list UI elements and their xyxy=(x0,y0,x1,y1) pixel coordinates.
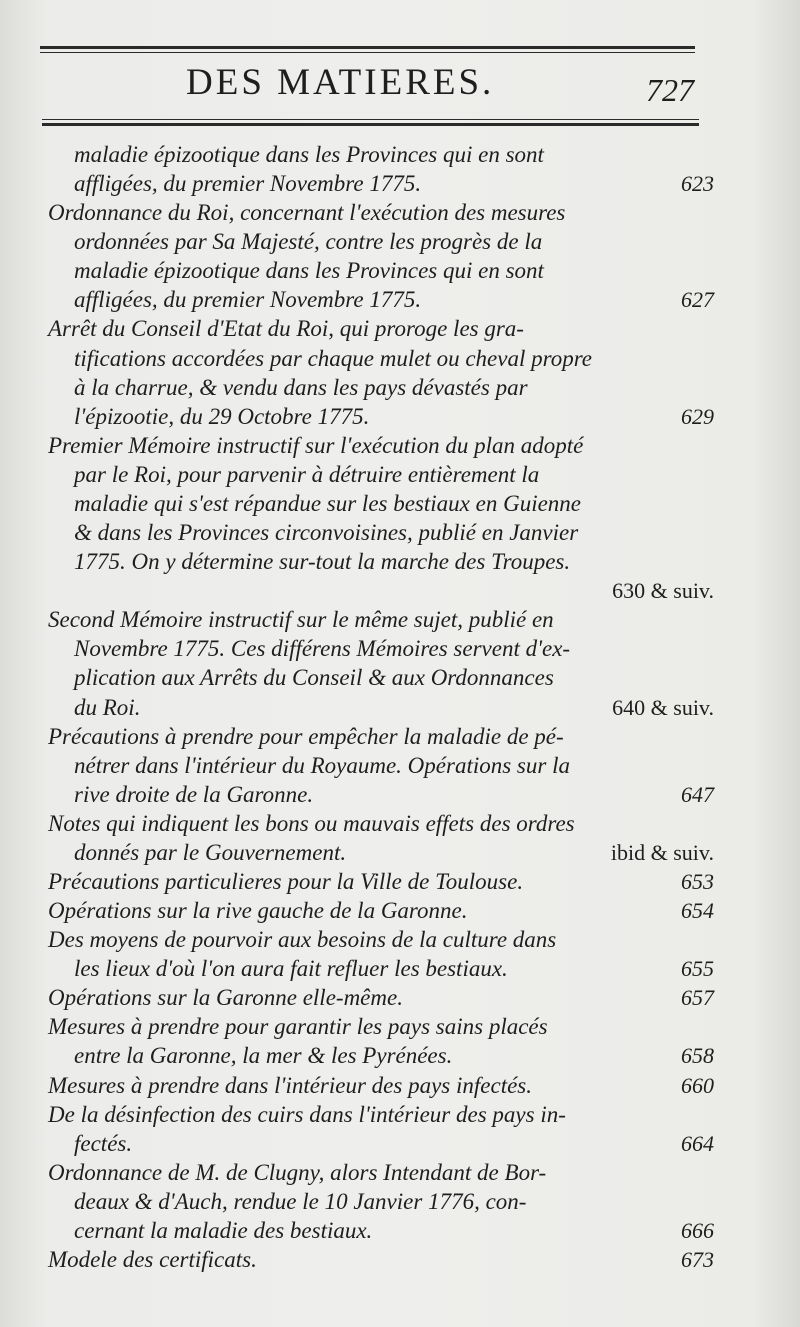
index-line xyxy=(0,605,800,635)
index-line xyxy=(0,489,800,519)
page-reference: 673 xyxy=(681,1247,714,1273)
index-line xyxy=(0,1158,800,1188)
page-reference: 653 xyxy=(681,869,714,894)
index-line xyxy=(0,838,800,868)
index-line xyxy=(0,140,800,170)
index-line xyxy=(0,1012,800,1042)
index-line-text: entre la Garonne, la mer & les Pyrénées. xyxy=(74,1043,453,1069)
index-line xyxy=(0,1245,800,1275)
index-line-text: Précautions à prendre pour empêcher la maladie de pé- xyxy=(48,723,564,749)
index-line-text: Modele des certificats. xyxy=(48,1247,257,1273)
index-line xyxy=(0,634,800,664)
index-line xyxy=(0,373,800,403)
page-reference: 640 & suiv. xyxy=(612,694,714,720)
index-line-text: rive droite de la Garonne. xyxy=(74,781,314,807)
page-reference: ibid & suiv. xyxy=(610,839,714,865)
index-line xyxy=(0,780,800,810)
index-line-text: Mesures à prendre dans l'intérieur des pays infectés. xyxy=(48,1072,532,1098)
index-line xyxy=(0,693,800,723)
index-line-text: 1775. On y détermine sur-tout la marche des Troupes. xyxy=(74,549,571,575)
page-reference: 630 & suiv. xyxy=(612,578,714,604)
index-line xyxy=(0,1100,800,1130)
index-line-text: affligées, du premier Novembre 1775. xyxy=(74,287,422,313)
page-reference: 654 xyxy=(681,898,714,924)
index-line xyxy=(0,256,800,286)
index-line-text: donnés par le Gouvernement. xyxy=(74,839,347,865)
index-line-text: maladie épizootique dans les Provinces qui en sont xyxy=(74,258,544,284)
index-line xyxy=(0,954,800,984)
index-line xyxy=(0,169,800,199)
index-line xyxy=(0,547,800,577)
index-line-text: Novembre 1775. Ces différens Mémoires servent d'ex- xyxy=(74,636,571,662)
index-line xyxy=(0,402,800,432)
index-line-text: & dans les Provinces circonvoisines, publié en Janvier xyxy=(74,520,579,546)
index-line-text: cernant la maladie des bestiaux. xyxy=(74,1217,373,1243)
page-reference: 660 xyxy=(681,1072,714,1098)
index-line xyxy=(0,518,800,548)
index-line-text: à la charrue, & vendu dans les pays dévastés par xyxy=(74,374,528,400)
page-reference: 627 xyxy=(681,287,714,313)
index-line xyxy=(0,576,800,606)
index-line xyxy=(0,344,800,374)
index-line xyxy=(0,1071,800,1101)
index-line-text: deaux & d'Auch, rendue le 10 Janvier 1776, con- xyxy=(74,1188,527,1214)
index-line-text: plication aux Arrêts du Conseil & aux Ordonnances xyxy=(74,665,554,691)
index-line-text: du Roi. xyxy=(74,694,141,720)
running-head: DES MATIERES. xyxy=(186,62,495,103)
index-line-text: Précautions particulieres pour la Ville de Toulouse. xyxy=(48,869,524,894)
page-reference: 623 xyxy=(681,171,714,197)
page-reference: 657 xyxy=(681,985,714,1011)
index-line-text: Ordonnance de M. de Clugny, alors Intendant de Bor- xyxy=(48,1159,547,1185)
header-top-thin-rule xyxy=(40,52,695,53)
page-reference: 664 xyxy=(681,1130,714,1156)
header-top-rule xyxy=(40,46,695,49)
index-line xyxy=(0,1187,800,1217)
index-line xyxy=(0,1041,800,1071)
index-line xyxy=(0,198,800,228)
index-line xyxy=(0,663,800,693)
index-line-text: Ordonnance du Roi, concernant l'exécution des mesures xyxy=(48,200,566,226)
header-bottom-rule xyxy=(42,123,699,126)
index-line-text: ordonnées par Sa Majesté, contre les progrès de la xyxy=(74,229,543,255)
index-line-text: maladie qui s'est répandue sur les bestiaux en Guienne xyxy=(74,490,581,516)
page-number: 727 xyxy=(646,72,694,108)
index-line-text: l'épizootie, du 29 Octobre 1775. xyxy=(74,403,370,429)
index-line xyxy=(0,314,800,344)
index-line-text: par le Roi, pour parvenir à détruire entièrement la xyxy=(74,461,540,487)
page-reference: 666 xyxy=(681,1217,714,1243)
page-reference: 658 xyxy=(681,1043,714,1069)
index-line-text: Des moyens de pourvoir aux besoins de la culture dans xyxy=(48,927,557,953)
index-line-text: Opérations sur la rive gauche de la Garonne. xyxy=(48,898,468,924)
index-line-text: les lieux d'où l'on aura fait refluer les bestiaux. xyxy=(74,956,508,982)
index-line-text: Second Mémoire instructif sur le même sujet, publié en xyxy=(48,607,554,633)
index-line xyxy=(0,925,800,955)
index-line xyxy=(0,1129,800,1159)
index-line xyxy=(0,285,800,315)
index-line-text: fectés. xyxy=(74,1130,133,1156)
index-line-text: maladie épizootique dans les Provinces qui en sont xyxy=(74,142,544,167)
index-line xyxy=(0,460,800,490)
index-line xyxy=(0,227,800,257)
header-bottom-thin-rule xyxy=(42,119,699,120)
index-line-text: Arrêt du Conseil d'Etat du Roi, qui proroge les gra- xyxy=(48,316,524,342)
index-line xyxy=(0,809,800,839)
page-reference: 655 xyxy=(681,956,714,982)
page-reference: 647 xyxy=(681,781,714,807)
index-line-text: affligées, du premier Novembre 1775. xyxy=(74,171,422,197)
index-line xyxy=(0,983,800,1013)
index-line-text: Opérations sur la Garonne elle-même. xyxy=(48,985,403,1011)
page-reference: 629 xyxy=(681,403,714,429)
index-line xyxy=(0,431,800,461)
index-line-text: Notes qui indiquent les bons ou mauvais effets des ordres xyxy=(48,810,575,836)
index-line-text: De la désinfection des cuirs dans l'intérieur des pays in- xyxy=(48,1101,566,1127)
index-line-text: Premier Mémoire instructif sur l'exécution du plan adopté xyxy=(48,432,584,458)
index-line xyxy=(0,751,800,781)
index-line xyxy=(0,1216,800,1246)
index-line xyxy=(0,867,800,897)
index-line-text: tifications accordées par chaque mulet ou cheval propre xyxy=(74,345,593,371)
index-line xyxy=(0,896,800,926)
index-line-text: Mesures à prendre pour garantir les pays sains placés xyxy=(48,1014,548,1040)
index-line xyxy=(0,722,800,752)
index-line-text: nétrer dans l'intérieur du Royaume. Opérations sur la xyxy=(74,752,570,778)
